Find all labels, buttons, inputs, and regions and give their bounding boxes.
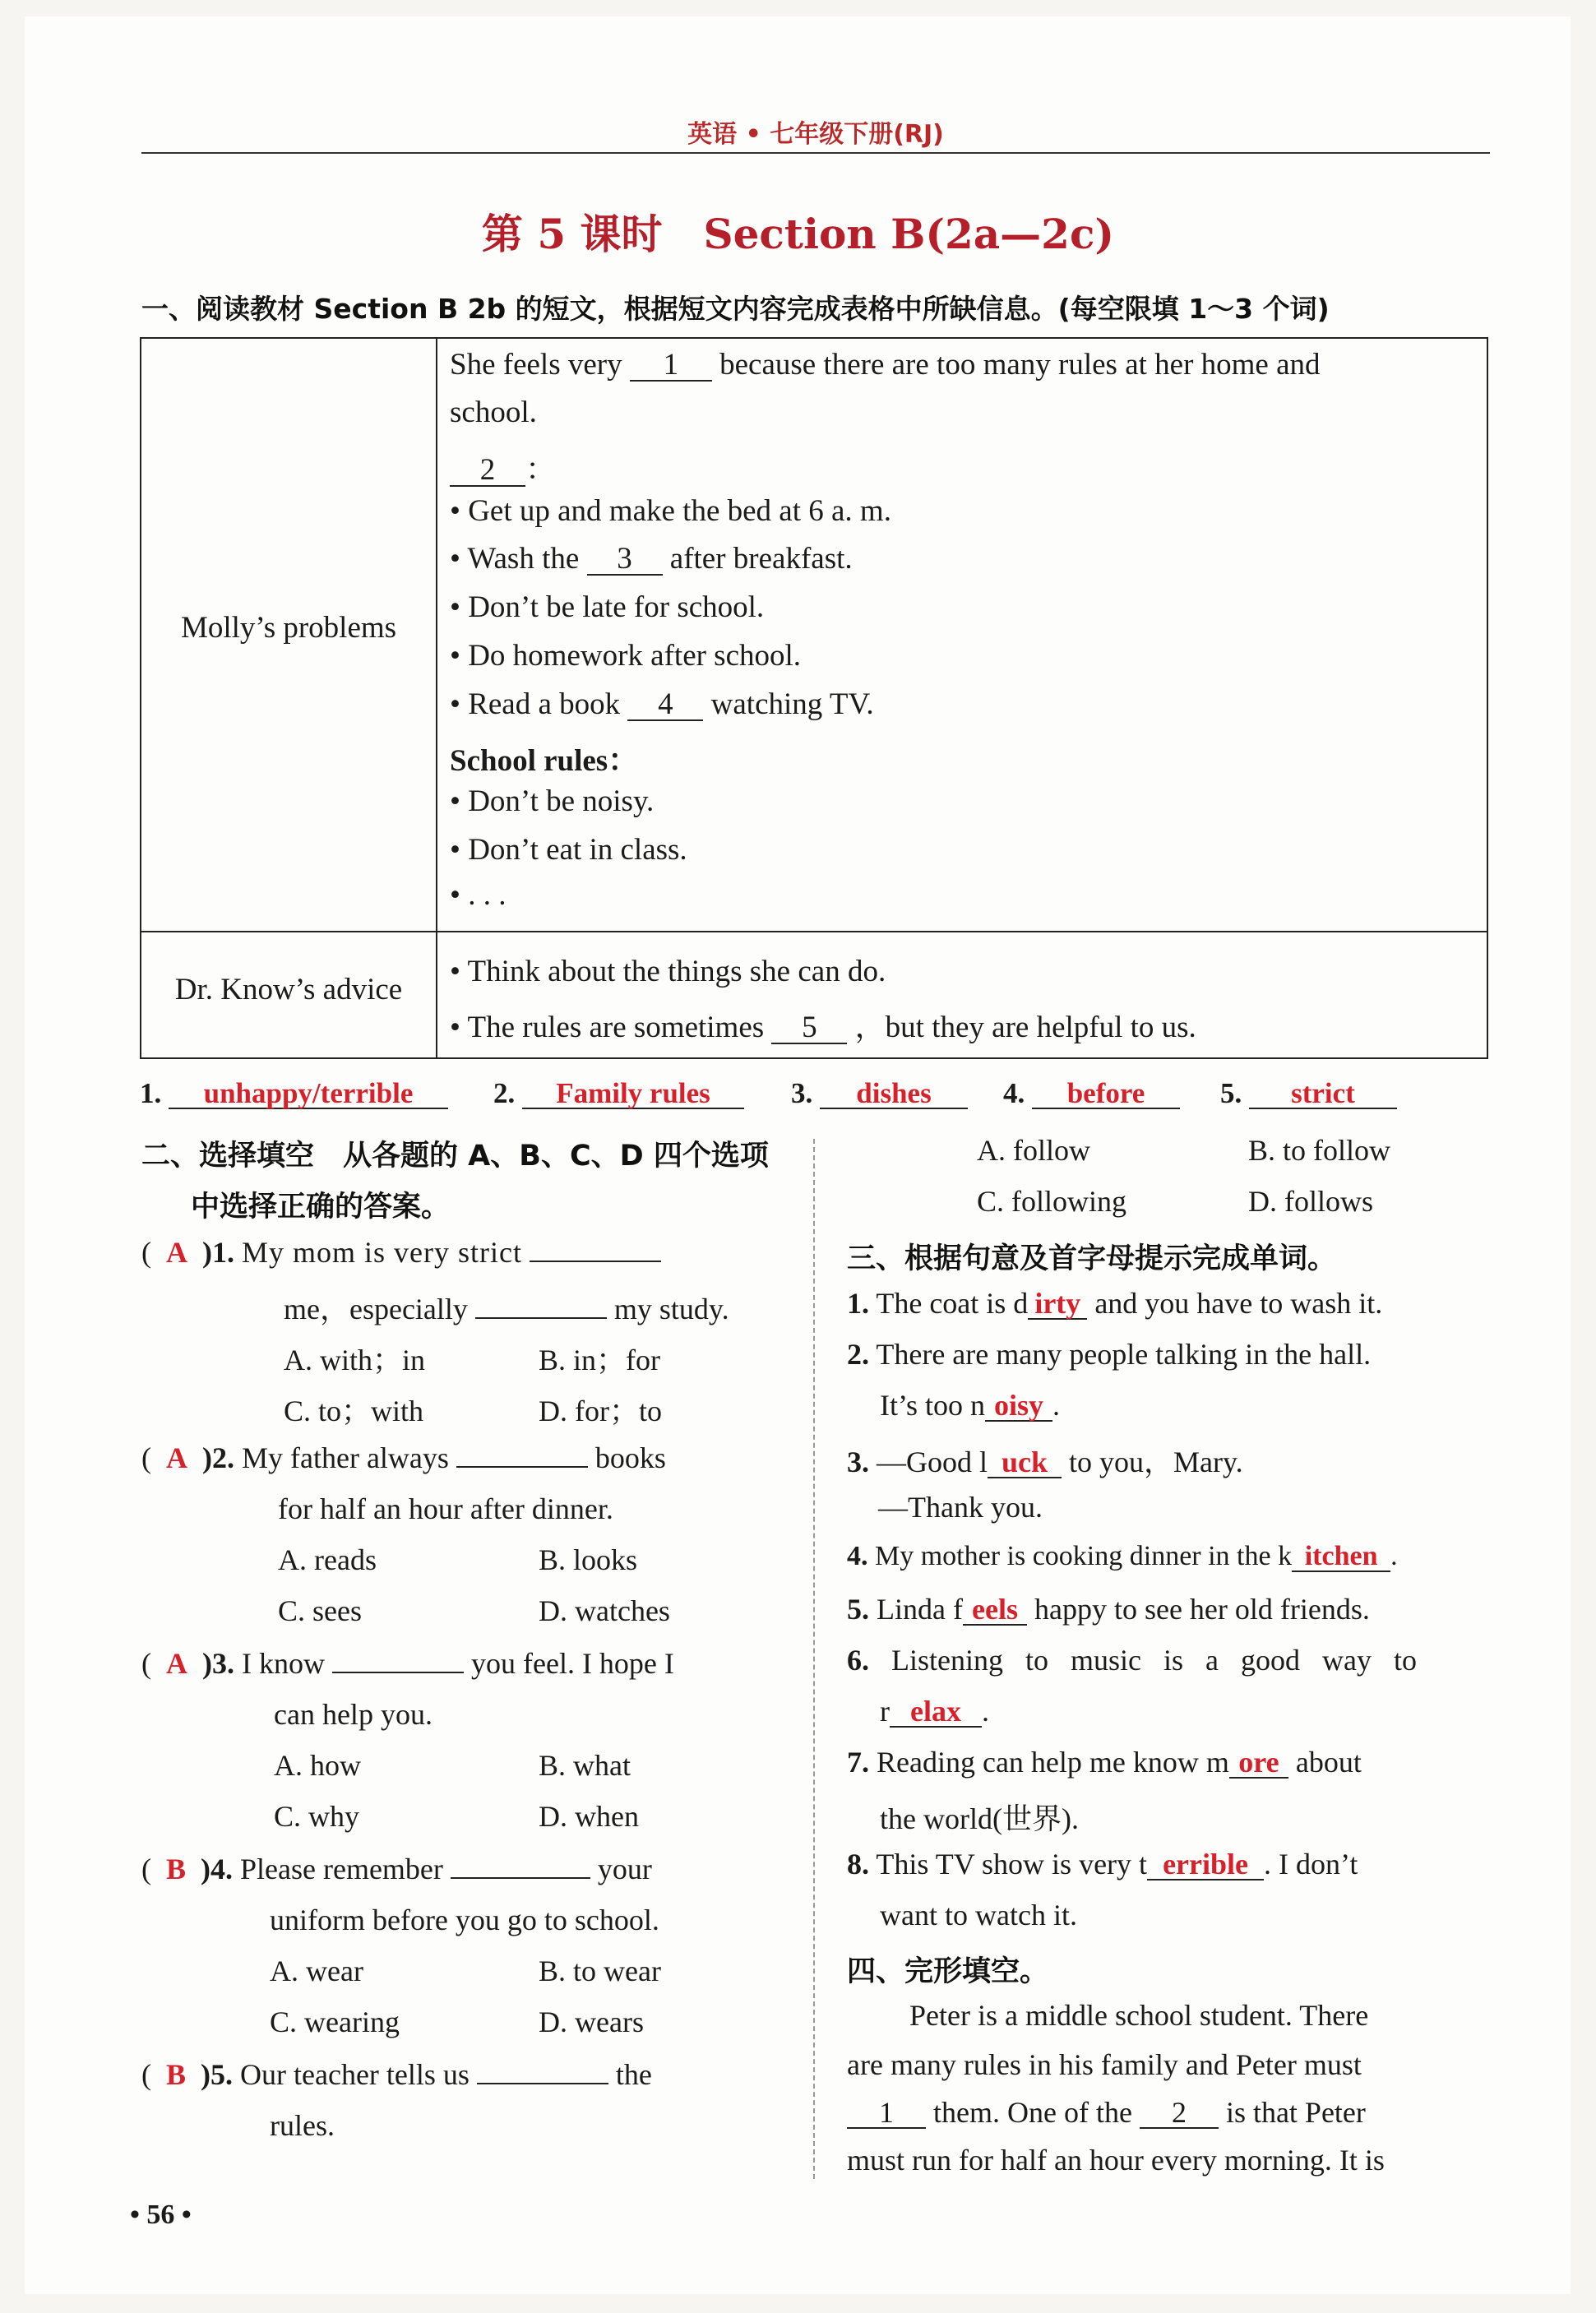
page-header: 英语 • 七年级下册(RJ)	[687, 120, 944, 149]
table-label-advice: Dr. Know’s advice	[174, 973, 403, 1006]
rule-item-2: • Wash the 3 after breakfast.	[450, 542, 853, 576]
question-3-line-2: can help you.	[274, 1698, 433, 1731]
q5-option-a: A. follow	[977, 1134, 1090, 1167]
passage-line-3: 1 them. One of the 2 is that Peter	[847, 2095, 1366, 2130]
column-divider	[813, 1139, 815, 2179]
q5-option-c: C. following	[977, 1185, 1127, 1218]
q2-option-b: B. looks	[539, 1543, 638, 1576]
part1-heading: 一、阅读教材 Section B 2b 的短文，根据短文内容完成表格中所缺信息。(每空限填 1～3 个词)	[141, 293, 1330, 325]
part2-heading-2: 中选择正确的答案。	[191, 1191, 451, 1224]
answer-1: 1. unhappy/terrible	[140, 1077, 448, 1110]
word-item-2-line-2: It’s too n oisy .	[880, 1389, 1061, 1422]
school-rules-label: School rules：	[450, 744, 639, 778]
page-number: • 56 •	[130, 2200, 192, 2230]
passage-line-4: must run for half an hour every morning. It is	[847, 2144, 1385, 2177]
q5-option-d: D. follows	[1248, 1185, 1373, 1218]
q4-option-d: D. wears	[539, 2005, 644, 2038]
q2-answer: A	[166, 1441, 187, 1474]
rule-item-3: • Don’t be late for school.	[450, 590, 765, 624]
q3-blank	[332, 1672, 464, 1673]
school-rule-3: • . . .	[450, 878, 507, 912]
passage-line-2: are many rules in his family and Peter must	[847, 2048, 1362, 2081]
question-5: ( B )5. Our teacher tells us the	[141, 2058, 652, 2091]
q1-blank-1	[530, 1261, 661, 1262]
q4-option-a: A. wear	[270, 1954, 363, 1987]
question-1-line-2: me，especially my study.	[284, 1293, 729, 1325]
q3-answer: A	[166, 1647, 187, 1680]
table-label-problems: Molly’s problems	[180, 611, 397, 645]
answer-2: 2. Family rules	[493, 1077, 744, 1110]
q3-option-c: C. why	[274, 1800, 360, 1833]
rule-item-4: • Do homework after school.	[450, 639, 802, 673]
cloze-blank-2: 2	[1140, 2098, 1219, 2129]
word-item-3-line-2: —Thank you.	[878, 1491, 1043, 1524]
word-item-2: 2. There are many people talking in the hall.	[847, 1338, 1372, 1371]
q2-blank	[456, 1466, 588, 1468]
q5-answer: B	[166, 2058, 187, 2091]
word-item-6-line-2: r elax .	[880, 1695, 989, 1728]
word-item-7-line-2: the world(世界).	[880, 1802, 1079, 1835]
q3-option-b: B. what	[539, 1749, 631, 1782]
question-2-line-2: for half an hour after dinner.	[278, 1492, 613, 1525]
question-3: ( A )3. I know you feel. I hope I	[141, 1647, 674, 1680]
word-item-4: 4. My mother is cooking dinner in the k itchen .	[847, 1541, 1398, 1571]
table-column-divider	[436, 339, 437, 1057]
answer-5: 5. strict	[1220, 1077, 1397, 1110]
advice-2: • The rules are sometimes 5 ，but they are helpful to us.	[450, 1011, 1196, 1044]
q2-option-a: A. reads	[278, 1543, 377, 1576]
word-item-5: 5. Linda f eels happy to see her old friends.	[847, 1593, 1370, 1626]
passage-line-1: Peter is a middle school student. There	[909, 1999, 1369, 2032]
answer-3: 3. dishes	[791, 1077, 968, 1110]
q2-option-c: C. sees	[278, 1594, 362, 1627]
header-rule	[141, 152, 1490, 154]
rule-item-1: • Get up and make the bed at 6 a. m.	[450, 494, 891, 528]
q1-option-b: B. in；for	[539, 1344, 660, 1376]
question-2: ( A )2. My father always books	[141, 1441, 666, 1474]
table-line-1: She feels very 1 because there are too many rules at her home and	[450, 348, 1321, 382]
q1-option-c: C. to；with	[284, 1395, 424, 1427]
q5-option-b: B. to follow	[1248, 1134, 1391, 1167]
q4-option-b: B. to wear	[539, 1954, 661, 1987]
blank-5: 5	[771, 1012, 847, 1044]
question-5-line-2: rules.	[270, 2109, 335, 2142]
q1-answer: A	[166, 1236, 187, 1269]
q1-option-a: A. with；in	[284, 1344, 426, 1376]
part4-heading: 四、完形填空。	[847, 1955, 1049, 1988]
rule-item-5: • Read a book 4 watching TV.	[450, 687, 874, 721]
table-line-3: 2 ：	[450, 444, 556, 488]
lesson-title: 第 5 课时 Section B(2a—2c)	[481, 210, 1115, 258]
question-1: ( A )1. My mom is very strict	[141, 1235, 661, 1270]
blank-3: 3	[587, 544, 663, 576]
advice-1: • Think about the things she can do.	[450, 955, 886, 988]
q4-option-c: C. wearing	[270, 2005, 400, 2038]
part2-heading-1: 二、选择填空 从各题的 A、B、C、D 四个选项	[141, 1140, 769, 1173]
blank-2: 2	[450, 455, 525, 487]
q4-blank	[451, 1877, 590, 1879]
q5-blank	[477, 2083, 608, 2084]
q4-answer: B	[166, 1853, 187, 1885]
q1-option-d: D. for；to	[539, 1395, 662, 1427]
blank-4: 4	[627, 689, 703, 721]
q2-option-d: D. watches	[539, 1594, 670, 1627]
table-row-divider	[141, 931, 1487, 932]
q3-option-d: D. when	[539, 1800, 639, 1833]
q3-option-a: A. how	[274, 1749, 361, 1782]
word-item-1: 1. The coat is d irty and you have to wash it.	[847, 1287, 1383, 1320]
answer-4: 4. before	[1003, 1077, 1180, 1110]
school-rule-2: • Don’t eat in class.	[450, 833, 687, 867]
question-4-line-2: uniform before you go to school.	[270, 1904, 659, 1936]
info-table	[140, 337, 1488, 1059]
word-item-8: 8. This TV show is very t errible . I don’t	[847, 1848, 1358, 1880]
word-item-6: 6. Listening to music is a good way to	[847, 1644, 1417, 1677]
school-rule-1: • Don’t be noisy.	[450, 784, 655, 818]
word-item-8-line-2: want to watch it.	[880, 1899, 1077, 1931]
blank-1: 1	[630, 349, 712, 382]
table-line-2: school.	[450, 396, 537, 429]
cloze-blank-1: 1	[847, 2098, 926, 2129]
question-4: ( B )4. Please remember your	[141, 1853, 652, 1885]
word-item-3: 3. —Good l uck to you，Mary.	[847, 1446, 1243, 1478]
word-item-7: 7. Reading can help me know m ore about	[847, 1746, 1362, 1779]
part3-heading: 三、根据句意及首字母提示完成单词。	[847, 1242, 1337, 1275]
q1-blank-2	[475, 1317, 607, 1319]
